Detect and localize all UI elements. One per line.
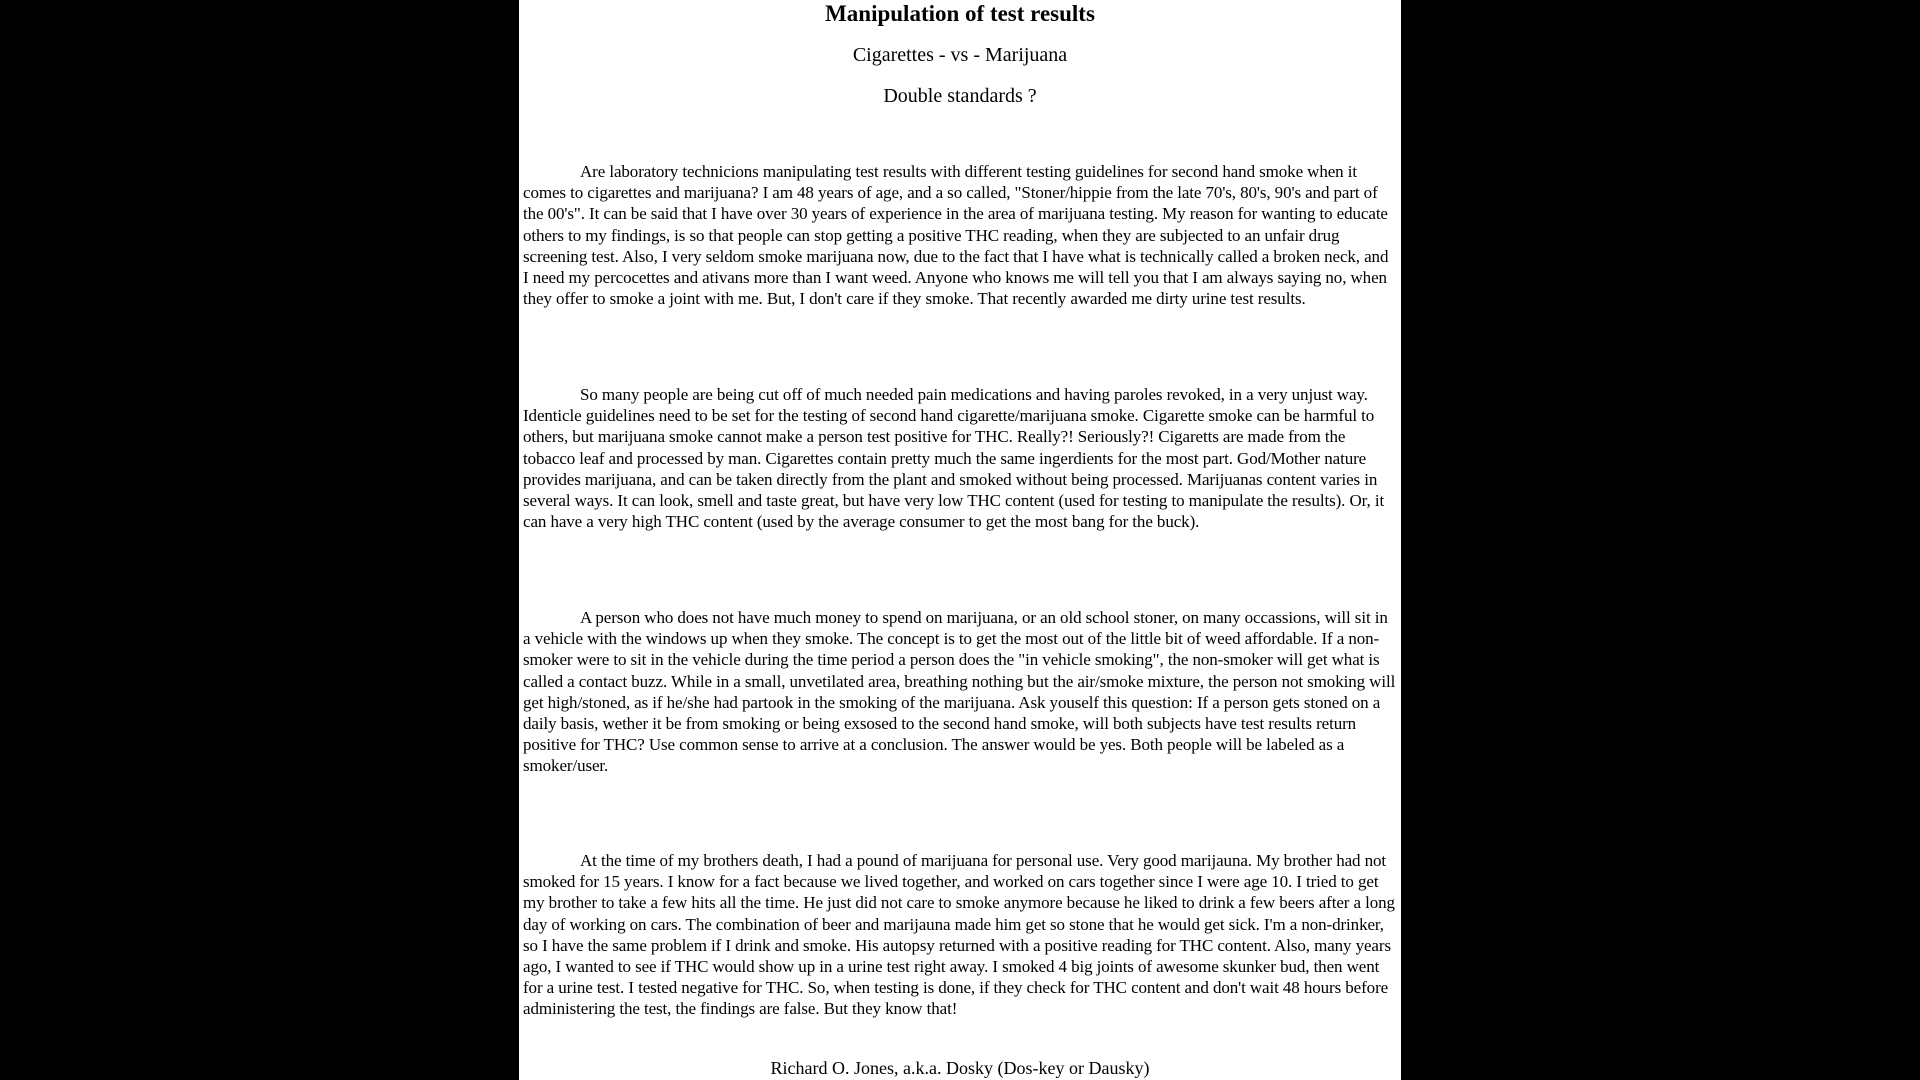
document-subtitle-question: Double standards ? bbox=[883, 85, 1037, 107]
author-signature: Richard O. Jones, a.k.a. Dosky (Dos-key or Dausky) bbox=[770, 1058, 1150, 1078]
paragraph-3: A person who does not have much money to spend on marijuana, or an old school stoner, on many occassions, will sit in a vehicle with the windows up when they smoke. The concept is to get the most out of the little bit of weed affordable. If a non-smoker were to sit in the vehicle during the time period a person does the "in vehicle smoking", the non-smoker will get what is called a contact buzz. While in a small, unvetilated area, breathing nothing but the air/smoke mixture, the person not smoking will get high/stoned, as if he/she had partook in the smoking of the marijuana. Ask youself this question: If a person gets stoned on a daily basis, wether it be from smoking or being exsosed to the second hand smoke, will both subjects have test results return positive for THC? Use common sense to arrive at a conclusion. The answer would be yes. Both people will be labeled as a smoker/user. bbox=[523, 608, 1396, 776]
paragraph-1: Are laboratory technicions manipulating test results with different testing guidelines for second hand smoke when it comes to cigarettes and marijuana? I am 48 years of age, and a so called, "Stoner/hippie from the late 70's, 80's, 90's and part of the 00's". It can be said that I have over 30 years of experience in the area of marijuana testing. My reason for wanting to educate others to my findings, is so that people can stop getting a positive THC reading, when they are subjected to an unfair drug screening test. Also, I very seldom smoke marijuana now, due to the fact that I have what is technically called a broken neck, and I need my percocettes and ativans more than I want weed. Anyone who knows me will tell you that I am always saying no, when they offer to smoke a joint with me. But, I don't care if they smoke. That recently awarded me dirty urine test results. bbox=[523, 162, 1389, 309]
paragraph-2: So many people are being cut off of much needed pain medications and having paroles revoked, in a very unjust way. Identicle guidelines need to be set for the testing of second hand cigarette/marijuana smoke. Cigarette smoke can be harmful to others, but marijuana smoke cannot make a person test positive for THC. Really?! Seriously?! Cigaretts are made from the tobacco leaf and processed by man. Cigarettes contain pretty much the same ingerdients for the most part. God/Mother nature provides marijuana, and can be taken directly from the plant and smoked without being processed. Marijuanas content varies in several ways. It can look, smell and taste great, but have very low THC content (used for testing to manipulate the results). Or, it can have a very high THC content (used by the average consumer to get the most bang for the buck). bbox=[523, 385, 1385, 532]
document-page bbox=[519, 0, 1401, 1080]
document-title: Manipulation of test results bbox=[825, 1, 1095, 26]
paragraph-4: At the time of my brothers death, I had a pound of marijuana for personal use. Very good marijauna. My brother had not smoked for 15 years. I know for a fact because we lived together, and worked on cars together since I were age 10. I tried to get my brother to take a few hits all the time. He just did not care to smoke anymore because he liked to drink a few beers after a long day of working on cars. The combination of beer and marijauna made him get so stone that he would get sick. I'm a non-drinker, so I have the same problem if I drink and smoke. His autopsy returned with a positive reading for THC content. Also, many years ago, I wanted to see if THC would show up in a urine test right away. I smoked 4 big joints of awesome skunker bud, then went for a urine test. I tested negative for THC. So, when testing is done, if they check for THC content and don't wait 48 hours before administering the test, the findings are false. But they know that! bbox=[523, 851, 1395, 1019]
document-subtitle-comparison: Cigarettes - vs - Marijuana bbox=[852, 44, 1068, 66]
